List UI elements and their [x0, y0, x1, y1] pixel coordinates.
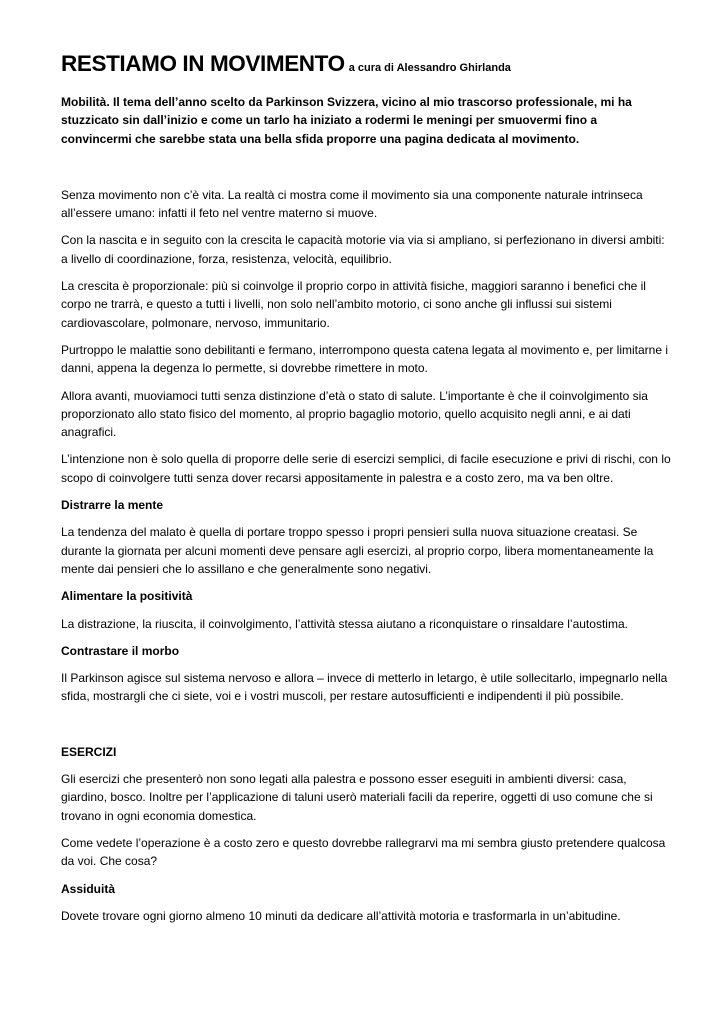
section-text: La tendenza del malato è quella di portare troppo spesso i propri pensieri sulla nuova situazione creatasi. Se durante la giornata per alcuni momenti deve pensare agli esercizi, al proprio corpo, libera momentaneamente la mente dai pensieri che lo assillano e che generalmente sono negativi.: [61, 525, 654, 576]
assiduita-text: Dovete trovare ogni giorno almeno 10 minuti da dedicare all’attività motoria e trasformarla in un’abitudine.: [61, 908, 621, 923]
section-heading: Contrastare il morbo: [61, 643, 180, 658]
paragraph: Purtroppo le malattie sono debilitanti e fermano, interrompono questa catena legata al movimento e, per limitarne i danni, appena la degenza lo permette, si dovrebbe rimettere in moto.: [61, 342, 669, 376]
article-title: [61, 46, 671, 82]
paragraph: La crescita è proporzionale: più si coinvolge il proprio corpo in attività fisiche, maggiori saranno i benefici che il corpo ne trarrà, e questo a tutti i livelli, non solo nell’ambito motorio, ci sono anche gli influssi sui sistemi cardiovascolare, polmonare, nervoso, immunitario.: [61, 279, 646, 330]
section-text: Il Parkinson agisce sul sistema nervoso e allora – invece di metterlo in letargo, è utile sollecitarlo, impegnarlo nella sfida, mostrargli che ci siete, voi e i vostri muscoli, per restare autosufficienti e indipendenti il più possibile.: [61, 671, 668, 704]
byline: a cura di Alessandro Ghirlanda: [348, 62, 511, 74]
article: [61, 46, 671, 925]
title-text: RESTIAMO IN MOVIMENTO: [61, 51, 345, 76]
section-heading: Distrarre la mente: [61, 498, 164, 513]
esercizi-paragraph: Gli esercizi che presenterò non sono legati alla palestra e possono esser eseguiti in ambienti diversi: casa, giardino, bosco. Inoltre per l’applicazione di taluni userò materiali facili da reperire, oggetti di uso comune che si trovano in ogni economia domestica.: [61, 772, 653, 823]
esercizi-paragraph: Come vedete l’operazione è a costo zero e questo dovrebbe rallegrarvi ma mi sembra giusto pretendere qualcosa da voi. Che cosa?: [61, 835, 666, 869]
section-text: La distrazione, la riuscita, il coinvolgimento, l’attività stessa aiutano a riconquistare o rinsaldare l’autostima.: [61, 616, 628, 631]
paragraph: Senza movimento non c’è vita. La realtà ci mostra come il movimento sia una componente naturale intrinseca all’essere umano: infatti il feto nel ventre materno si muove.: [61, 187, 643, 221]
paragraph: Con la nascita e in seguito con la crescita le capacità motorie via via si ampliano, si perfezionano in diversi ambiti: a livello di coordinazione, forza, resistenza, velocità, equilibrio.: [61, 233, 665, 266]
assiduita-heading: Assiduità: [61, 881, 116, 896]
intro-paragraph: Mobilità. Il tema dell’anno scelto da Parkinson Svizzera, vicino al mio trascorso professionale, mi ha stuzzicato sin dall’inizio e come un tarlo ha iniziato a rodermi le meningi per smuovermi fino a convincermi che sarebbe stata una bella sfida proporre una pagina dedicata al movimento.: [61, 95, 632, 146]
paragraph: Allora avanti, muoviamoci tutti senza distinzione d’età o stato di salute. L’importante è che il coinvolgimento sia proporzionato allo stato fisico del momento, al proprio bagaglio motorio, quello acquisito negli anni, e ai dati anagrafici.: [61, 388, 648, 440]
section-heading: Alimentare la positività: [61, 589, 193, 604]
paragraph: L’intenzione non è solo quella di proporre delle serie di esercizi semplici, di facile esecuzione e privi di rischi, con lo scopo di coinvolgere tutti senza dover recarsi appositamente in palestra e a costo zero, ma va ben oltre.: [61, 452, 671, 485]
esercizi-heading: ESERCIZI: [61, 744, 117, 759]
